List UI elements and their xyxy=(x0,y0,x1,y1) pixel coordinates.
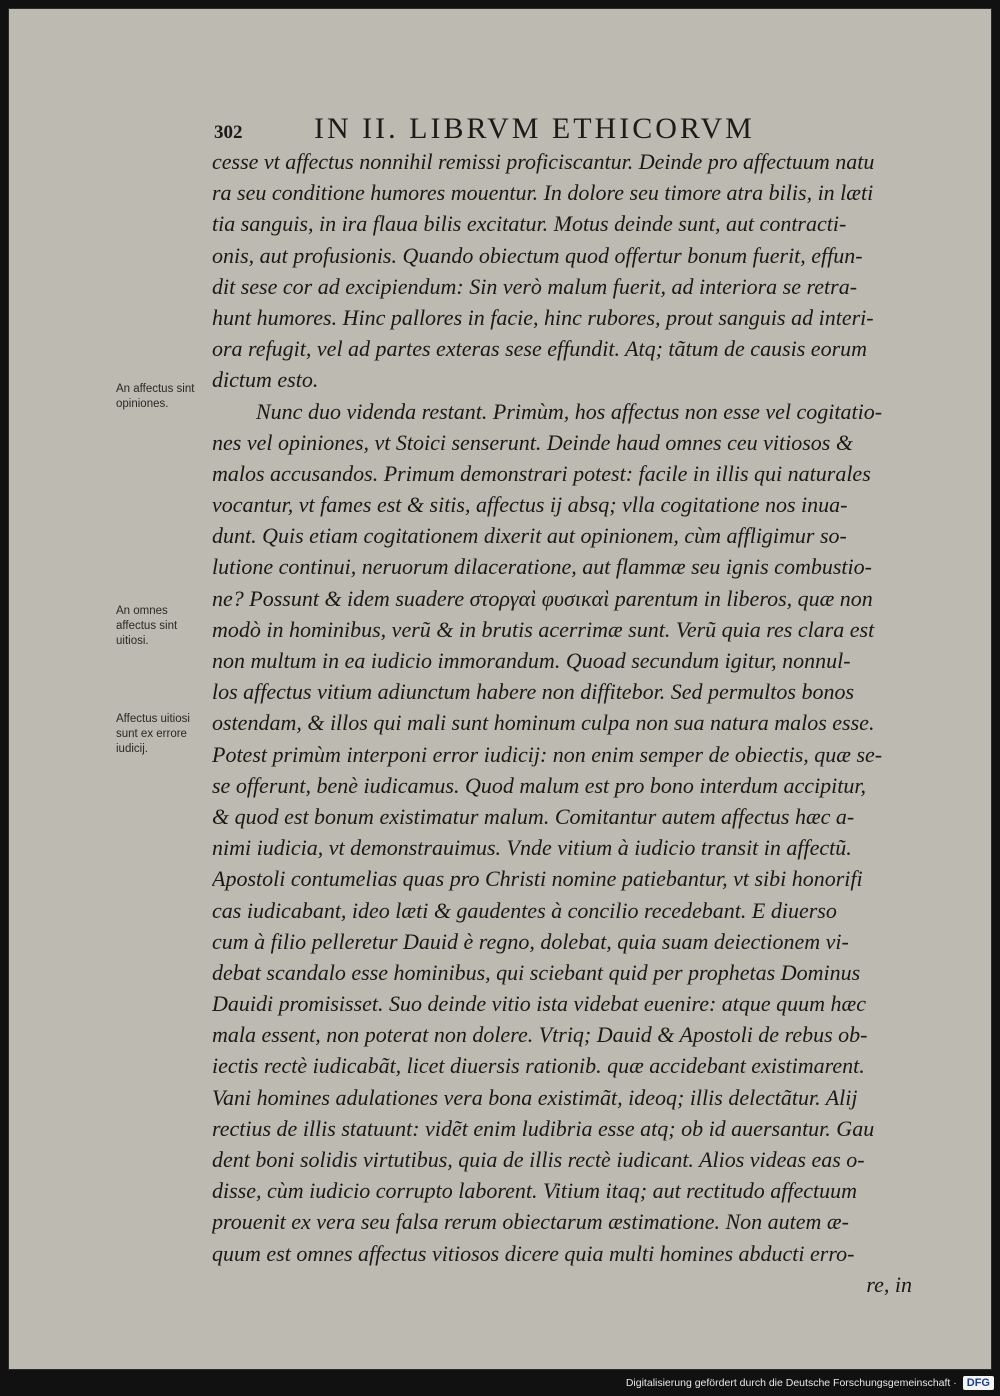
text-line: Nunc duo videnda restant. Primùm, hos affectus non esse vel cogitatio- xyxy=(256,398,883,424)
text-line: prouenit ex vera seu falsa rerum obiectarum æstimatione. Non autem æ- xyxy=(212,1209,849,1235)
text-line: hunt humores. Hinc pallores in facie, hinc rubores, prout sanguis ad interi- xyxy=(212,304,874,330)
text-line: disse, cùm iudicio corrupto laborent. Vitium itaq; aut rectitudo affectuum xyxy=(212,1178,858,1204)
text-line: nimi iudicia, vt demonstrauimus. Vnde vitium à iudicio transit in affectũ. xyxy=(212,835,852,861)
text-line: vocantur, vt fames est & sitis, affectus ij absq; vlla cogitatione nos inua- xyxy=(212,492,848,518)
text-line: malos accusandos. Primum demonstrari potest: facile in illis qui naturales xyxy=(212,460,871,486)
body-text xyxy=(212,146,912,1300)
page-header xyxy=(210,108,820,148)
text-line: mala essent, non poterat non dolere. Vtriq; Dauid & Apostoli de rebus ob- xyxy=(212,1022,868,1048)
text-line: Potest primùm interponi error iudicij: non enim semper de obiectis, quæ se- xyxy=(212,741,883,767)
text-line: Apostoli contumelias quas pro Christi nomine patiebantur, vt sibi honorifi xyxy=(212,866,863,892)
text-line: re, in xyxy=(866,1271,912,1297)
text-line: dunt. Quis etiam cogitationem dixerit aut opinionem, cùm affligimur so- xyxy=(212,523,847,549)
text-line: ne? Possunt & idem suadere στοργαὶ φυσικαὶ parentum in liberos, quæ non xyxy=(212,585,873,611)
text-line: ora refugit, vel ad partes exteras sese effundit. Atq; tãtum de causis eorum xyxy=(212,336,868,362)
text-line: rectius de illis statuunt: vidẽt enim ludibria esse atq; ob id auersantur. Gau xyxy=(212,1115,875,1141)
footer-text: Digitalisierung gefördert durch die Deutsche Forschungsgemeinschaft · xyxy=(625,1377,957,1389)
margin-note: An omnes affectus sint uitiosi. xyxy=(116,605,178,647)
running-head: IN II. LIBRVM ETHICORVM xyxy=(314,112,755,145)
text-line: tia sanguis, in ira flaua bilis excitatur. Motus deinde sunt, aut contracti- xyxy=(212,211,847,237)
text-line: nes vel opiniones, vt Stoici senserunt. Deinde haud omnes ceu vitiosos & xyxy=(212,429,853,455)
text-line: onis, aut profusionis. Quando obiectum quod offertur bonum fuerit, effun- xyxy=(212,242,863,268)
text-line: non multum in ea iudicio immorandum. Quoad secundum igitur, nonnul- xyxy=(212,648,851,673)
text-line: iectis rectè iudicabãt, licet diuersis rationib. quæ accidebant existimarent. xyxy=(212,1053,865,1079)
text-line: modò in hominibus, verũ & in brutis acerrimæ sunt. Verũ quia res clara est xyxy=(212,616,875,642)
text-line: dent boni solidis virtutibus, quia de illis rectè iudicant. Alios videas eas o- xyxy=(212,1147,865,1172)
text-line: se offerunt, benè iudicamus. Quod malum est pro bono interdum accipitur, xyxy=(212,772,867,798)
margin-note: An affectus sint opiniones. xyxy=(116,383,195,410)
margin-note: Affectus uitiosi sunt ex errore iudicij. xyxy=(116,713,190,755)
text-line: cesse vt affectus nonnihil remissi proficiscantur. Deinde pro affectuum natu xyxy=(212,149,875,174)
text-line: dit sese cor ad excipiendum: Sin verò malum fuerit, ad interiora se retra- xyxy=(212,273,858,299)
text-line: dictum esto. xyxy=(212,367,319,393)
text-line: cum à filio pelleretur Dauid è regno, dolebat, quia suam deiectionem vi- xyxy=(212,928,849,954)
text-line: Dauidi promisisset. Suo deinde vitio ista videbat euenire: atque quum hæc xyxy=(212,991,866,1017)
text-line: ostendam, & illos qui mali sunt hominum culpa non sua natura malos esse. xyxy=(212,710,875,736)
text-line: cas iudicabant, ideo læti & gaudentes à concilio recedebant. E diuerso xyxy=(212,897,837,923)
text-line: debat scandalo esse hominibus, qui sciebant quid per prophetas Dominus xyxy=(212,959,861,985)
text-line: lutione continui, neruorum dilaceratione, aut flammæ seu ignis combustio- xyxy=(212,554,872,580)
text-line: quum est omnes affectus vitiosos dicere quia multi homines abducti erro- xyxy=(212,1240,855,1266)
footer-credit xyxy=(626,1373,994,1393)
text-line: ra seu conditione humores mouentur. In dolore seu timore atra bilis, in læti xyxy=(212,180,874,206)
text-line: Vani homines adulationes vera bona existimãt, ideoq; illis delectãtur. Alij xyxy=(212,1084,858,1110)
page-number: 302 xyxy=(214,122,243,143)
text-line: los affectus vitium adiunctum habere non diffitebor. Sed permultos bonos xyxy=(212,679,855,705)
text-line: & quod est bonum existimatur malum. Comitantur autem affectus hæc a- xyxy=(212,803,855,829)
dfg-logo: DFG xyxy=(963,1376,994,1390)
